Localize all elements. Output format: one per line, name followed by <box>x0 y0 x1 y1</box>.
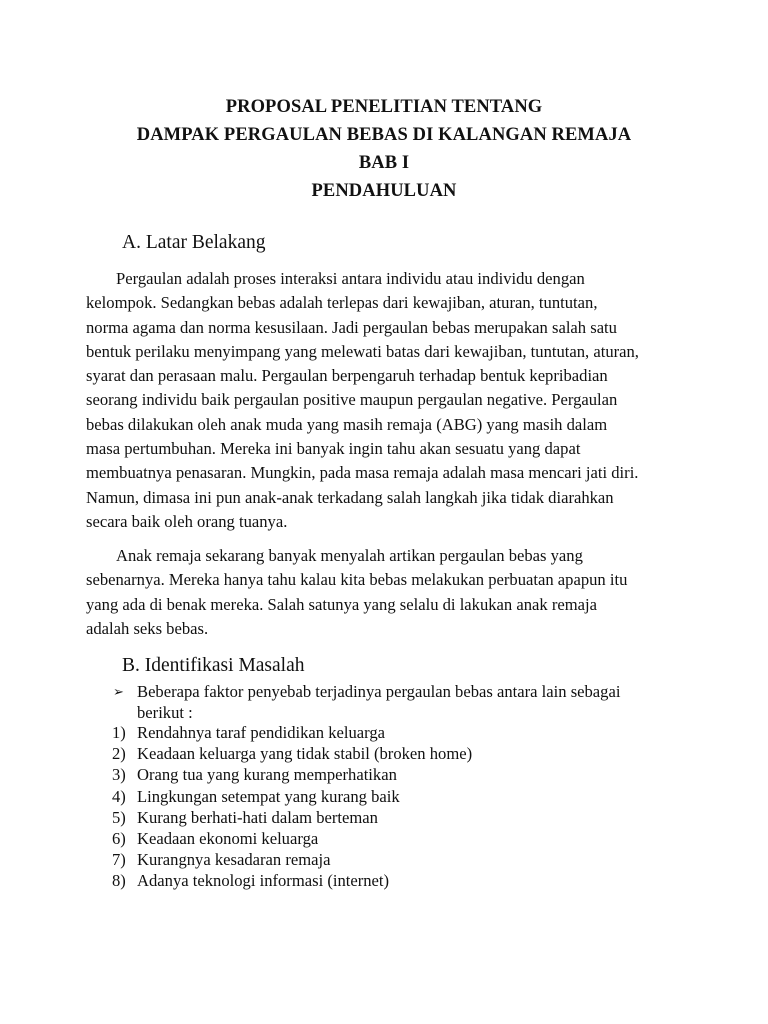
paragraph-line: adalah seks bebas. <box>86 618 209 638</box>
list-number: 7) <box>112 850 126 870</box>
paragraph-line: sebenarnya. Mereka hanya tahu kalau kita bebas melakukan perbuatan apapun itu <box>86 570 628 590</box>
list-item <box>112 764 472 785</box>
paragraph-line: syarat dan perasaan malu. Pergaulan berpengaruh terhadap bentuk kepribadian <box>86 366 608 386</box>
list-text: Kurangnya kesadaran remaja <box>137 850 331 870</box>
list-text: Adanya teknologi informasi (internet) <box>137 871 390 891</box>
paragraph-line: kelompok. Sedangkan bebas adalah terlepas dari kewajiban, aturan, tuntutan, <box>86 293 598 313</box>
cause-list <box>112 722 472 892</box>
list-item <box>112 849 472 870</box>
chapter-number: BAB I <box>358 153 410 173</box>
list-number: 5) <box>112 807 126 827</box>
section-a-heading: A. Latar Belakang <box>122 232 266 253</box>
paragraph-line: Anak remaja sekarang banyak menyalah artikan pergaulan bebas yang <box>116 546 583 565</box>
list-number: 4) <box>112 786 126 806</box>
list-number: 2) <box>112 744 126 764</box>
paragraph-line: yang ada di benak mereka. Salah satunya yang selalu di lakukan anak remaja <box>86 594 597 614</box>
paragraph-line: bebas dilakukan oleh anak muda yang masih remaja (ABG) yang masih dalam <box>86 414 608 434</box>
title-line-2: DAMPAK PERGAULAN BEBAS DI KALANGAN REMAJA <box>136 125 632 145</box>
list-item <box>112 743 472 764</box>
paragraph-line: seorang individu baik pergaulan positive maupun pergaulan negative. Pergaulan <box>86 390 618 410</box>
bullet-continuation: berikut : <box>137 703 193 722</box>
section-b-heading: B. Identifikasi Masalah <box>122 655 305 676</box>
list-number: 8) <box>112 871 126 891</box>
list-text: Kurang berhati-hati dalam berteman <box>137 807 378 827</box>
list-text: Orang tua yang kurang memperhatikan <box>137 765 397 785</box>
list-number: 3) <box>112 765 126 785</box>
paragraph-line: membuatnya penasaran. Mungkin, pada masa remaja adalah masa mencari jati diri. <box>86 463 639 483</box>
list-text: Keadaan ekonomi keluarga <box>137 829 319 849</box>
paragraph-line: norma agama dan norma kesusilaan. Jadi pergaulan bebas merupakan salah satu <box>86 317 617 337</box>
document-title <box>0 93 768 205</box>
list-number: 6) <box>112 829 126 849</box>
paragraph-line: bentuk perilaku menyimpang yang melewati batas dari kewajiban, tuntutan, aturan, <box>86 341 639 361</box>
paragraph-line: Namun, dimasa ini pun anak-anak terkadang salah langkah jika tidak diarahkan <box>86 487 614 507</box>
arrowhead-bullet-icon: ➢ <box>113 684 124 699</box>
list-text: Keadaan keluarga yang tidak stabil (broken home) <box>137 744 473 764</box>
paragraph-line: masa pertumbuhan. Mereka ini banyak ingin tahu akan sesuatu yang dapat <box>86 439 581 459</box>
list-item <box>112 722 472 743</box>
list-number: 1) <box>112 723 126 742</box>
list-item <box>112 828 472 849</box>
bullet-intro <box>113 681 620 703</box>
list-item <box>112 870 472 891</box>
chapter-title: PENDAHULUAN <box>311 181 457 201</box>
title-line-1: PROPOSAL PENELITIAN TENTANG <box>225 97 543 117</box>
paragraph-line: Pergaulan adalah proses interaksi antara individu atau individu dengan <box>116 269 585 288</box>
bullet-text: Beberapa faktor penyebab terjadinya pergaulan bebas antara lain sebagai <box>137 682 621 701</box>
list-text: Rendahnya taraf pendidikan keluarga <box>137 723 386 742</box>
list-item <box>112 786 472 807</box>
list-item <box>112 807 472 828</box>
section-a-paragraph-2 <box>86 544 706 641</box>
section-a-paragraph-1 <box>86 267 706 534</box>
list-text: Lingkungan setempat yang kurang baik <box>137 786 400 806</box>
paragraph-line: secara baik oleh orang tuanya. <box>86 511 288 531</box>
